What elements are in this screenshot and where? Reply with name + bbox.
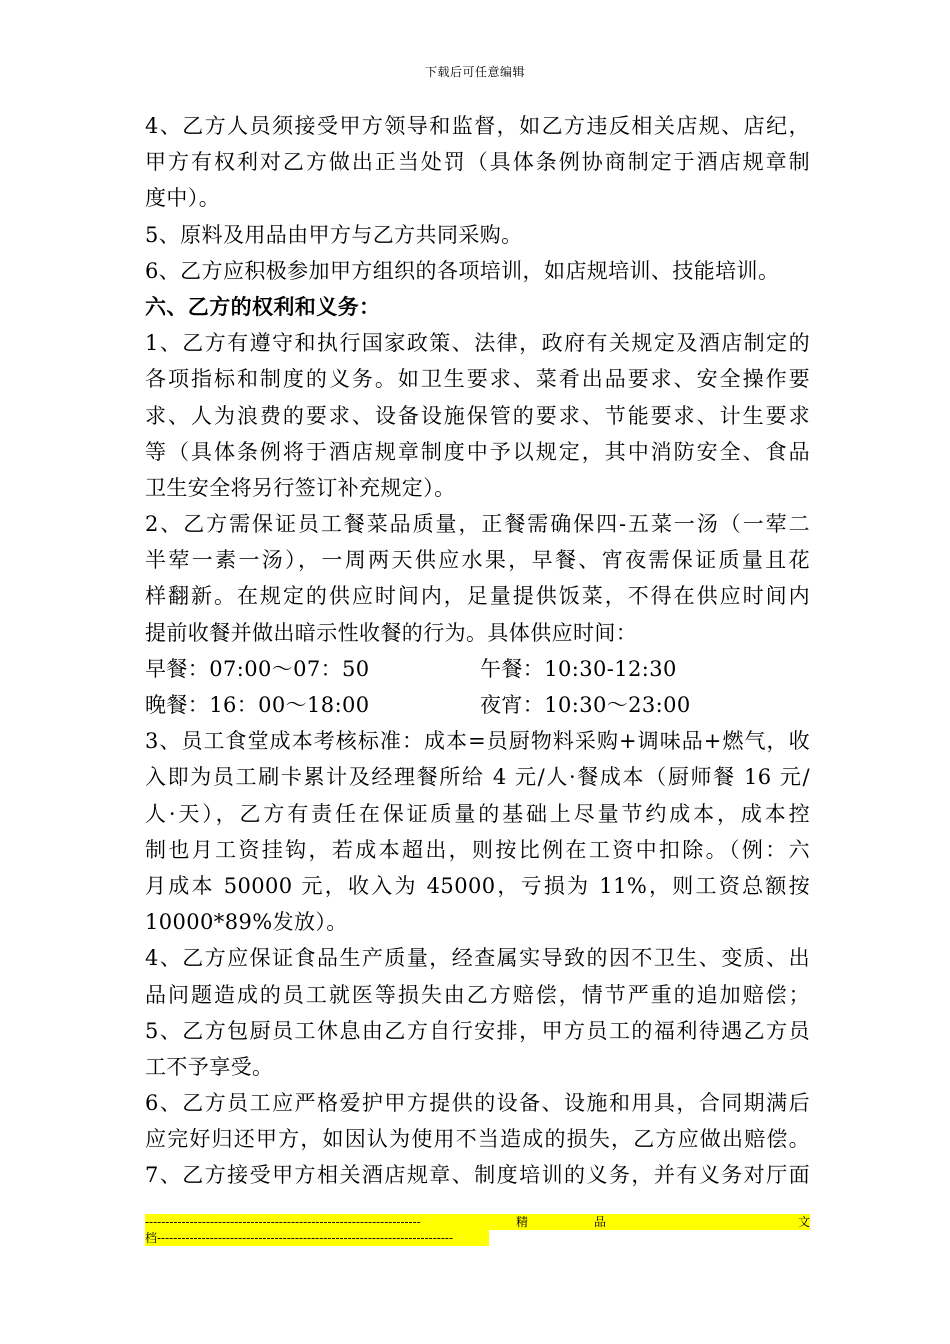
text-line: 5、原料及用品由甲方与乙方共同采购。 [145, 222, 523, 247]
text-line: 人·天），乙方有责任在保证质量的基础上尽量节约成本，成本控 [145, 801, 810, 826]
meal-time: 晚餐：16：00～18:00 [145, 693, 370, 717]
text-line: 6、乙方应积极参加甲方组织的各项培训，如店规培训、技能培训。 [145, 258, 780, 283]
text-line: 10000*89%发放）。 [145, 910, 348, 935]
text-line: 样翻新。在规定的供应时间内，足量提供饭菜，不得在供应时间内 [145, 584, 810, 609]
meal-time-row [145, 687, 810, 723]
footer-char: 精 [515, 1215, 528, 1229]
text-line: 4、乙方应保证食品生产质量，经查属实导致的因不卫生、变质、出 [145, 946, 810, 971]
text-line: 制也月工资挂钩，若成本超出，则按比例在工资中扣除。（例：六 [145, 837, 810, 862]
text-line: 7、乙方接受甲方相关酒店规章、制度培训的义务，并有义务对厅面 [145, 1163, 810, 1188]
text-line: 3、员工食堂成本考核标准：成本=员厨物料采购+调味品+燃气，收 [145, 729, 810, 754]
text-line: 2、乙方需保证员工餐菜品质量，正餐需确保四-五菜一汤（一荤二 [145, 512, 810, 537]
text-line: 度中）。 [145, 186, 221, 211]
text-line: 半荤一素一汤），一周两天供应水果，早餐、宵夜需保证质量且花 [145, 548, 810, 573]
meal-time: 早餐：07:00～07：50 [145, 656, 370, 681]
page-header: 下载后可任意编辑 [424, 65, 525, 79]
text-line: 卫生安全将另行签订补充规定）。 [145, 475, 456, 500]
text-line: 6、乙方员工应严格爱护甲方提供的设备、设施和用具，合同期满后 [145, 1091, 810, 1116]
footer-banner [145, 1214, 810, 1230]
footer-dashes: -------------------------------------------------------------------- [145, 1215, 421, 1229]
text-line: 工不予享受。 [145, 1054, 274, 1079]
text-line: 4、乙方人员须接受甲方领导和监督，如乙方违反相关店规、店纪， [145, 114, 810, 138]
footer-char: 文 [797, 1215, 810, 1229]
footer-char: 品 [593, 1215, 606, 1229]
footer-banner-line2: 档------------------------------------------------------------------------- [145, 1230, 489, 1246]
text-line: 品问题造成的员工就医等损失由乙方赔偿，情节严重的追加赔偿； [145, 982, 810, 1007]
text-line: 月成本 50000 元，收入为 45000，亏损为 11%，则工资总额按 [145, 873, 810, 898]
text-line: 5、乙方包厨员工休息由乙方自行安排，甲方员工的福利待遇乙方员 [145, 1018, 810, 1043]
text-line: 求、人为浪费的要求、设备设施保管的要求、节能要求、计生要求 [145, 403, 810, 428]
text-line: 甲方有权利对乙方做出正当处罚（具体条例协商制定于酒店规章制 [145, 150, 810, 175]
text-line: 等（具体条例将于酒店规章制度中予以规定，其中消防安全、食品 [145, 439, 810, 464]
text-line: 提前收餐并做出暗示性收餐的行为。具体供应时间： [145, 620, 638, 645]
text-line: 各项指标和制度的义务。如卫生要求、菜肴出品要求、安全操作要 [145, 367, 810, 392]
text-line: 应完好归还甲方，如因认为使用不当造成的损失，乙方应做出赔偿。 [145, 1127, 810, 1152]
text-line: 1、乙方有遵守和执行国家政策、法律，政府有关规定及酒店制定的 [145, 331, 810, 356]
meal-time: 夜宵：10:30～23:00 [480, 693, 691, 717]
text-line: 入即为员工刷卡累计及经理餐所给 4 元/人·餐成本（厨师餐 16 元/ [145, 765, 810, 790]
section-heading: 六、乙方的权利和义务： [145, 293, 381, 319]
meal-time-row [145, 651, 810, 687]
meal-time: 午餐：10:30-12:30 [480, 656, 677, 681]
document-body [145, 108, 810, 1194]
